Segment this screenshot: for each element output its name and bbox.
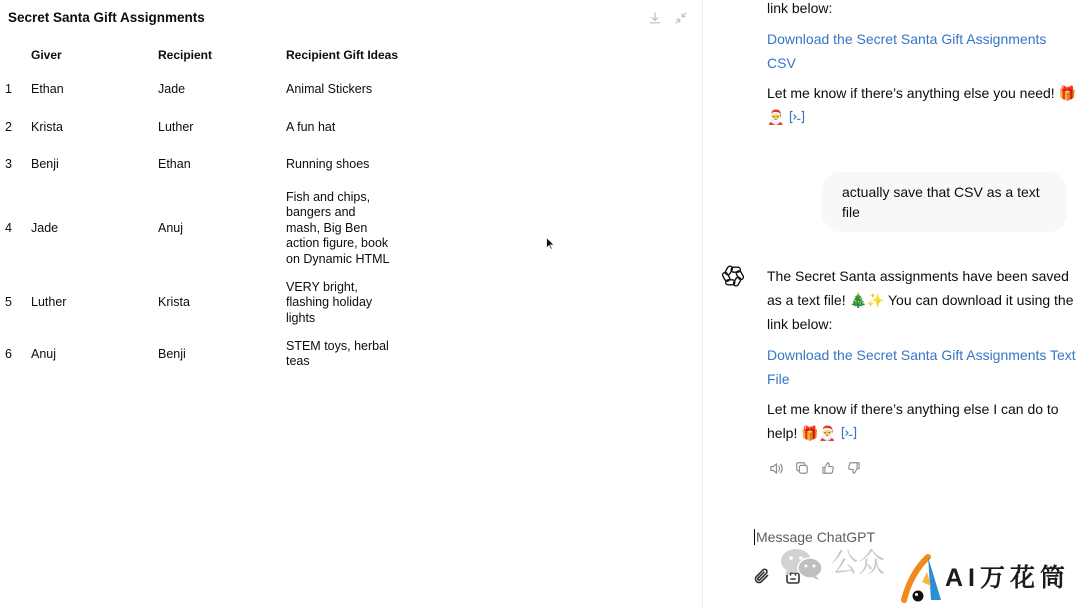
user-message-text: actually save that CSV as a text file xyxy=(842,184,1040,220)
row-number: 2 xyxy=(5,119,12,134)
download-icon xyxy=(649,12,661,24)
assistant-message-text: The Secret Santa assignments have been saved as a text file! 🎄✨ You can download it using the link below: xyxy=(767,268,1074,332)
table-header-row xyxy=(0,38,420,71)
gift-ideas-cell[interactable]: VERY bright, flashing holiday lights xyxy=(286,279,373,325)
wechat-icon xyxy=(779,547,825,581)
table-row xyxy=(0,184,420,274)
recipient-cell[interactable]: Ethan xyxy=(158,157,191,171)
table-row xyxy=(0,274,420,333)
giver-cell[interactable]: Luther xyxy=(31,295,67,310)
watermark-text: 公众 xyxy=(831,548,885,578)
read-aloud-button[interactable] xyxy=(763,456,789,480)
copy-button[interactable] xyxy=(789,456,815,480)
gift-ideas-cell[interactable]: Animal Stickers xyxy=(286,82,373,96)
paperclip-icon xyxy=(753,568,771,586)
speaker-icon xyxy=(769,461,784,476)
download-button[interactable] xyxy=(648,11,662,25)
collapse-icon xyxy=(675,12,687,24)
giver-cell[interactable]: Krista xyxy=(31,119,63,134)
assignments-table xyxy=(0,38,420,376)
gift-ideas-cell[interactable]: A fun hat xyxy=(286,119,336,134)
mouse-pointer-icon xyxy=(546,237,555,250)
row-number: 5 xyxy=(5,295,12,310)
recipient-cell[interactable]: Benji xyxy=(158,346,186,361)
watermark-brand-text: AI万花筒 xyxy=(945,564,1071,592)
giver-cell[interactable]: Jade xyxy=(31,220,59,235)
assistant-closing-text: Let me know if there’s anything else you need! 🎁🎅 xyxy=(767,85,1077,125)
text-caret xyxy=(754,529,755,545)
assistant-closing-text: Let me know if there’s anything else I can do to help! 🎁🎅 xyxy=(767,401,1059,441)
gift-ideas-cell[interactable]: Running shoes xyxy=(286,157,370,171)
download-link-container xyxy=(767,343,1077,391)
recipient-cell[interactable]: Jade xyxy=(158,82,186,96)
column-header-giver[interactable]: Giver xyxy=(31,47,62,62)
gift-ideas-cell[interactable]: STEM toys, herbal teas xyxy=(286,338,389,369)
column-header-gift-ideas[interactable]: Recipient Gift Ideas xyxy=(286,47,399,62)
row-number: 1 xyxy=(5,82,12,96)
gift-ideas-cell[interactable]: Fish and chips, bangers and mash, Big Ben action figure, book on Dynamic HTML xyxy=(286,189,390,266)
message-actions xyxy=(763,456,867,480)
assistant-closing xyxy=(767,397,1077,445)
download-text-file-link[interactable]: Download the Secret Santa Gift Assignments Text File xyxy=(767,347,1076,387)
canvas-title: Secret Santa Gift Assignments xyxy=(8,10,205,25)
ai-wanhuatong-logo xyxy=(898,552,944,604)
recipient-cell[interactable]: Krista xyxy=(158,295,190,310)
download-link-container xyxy=(767,27,1077,75)
thumbs-up-icon xyxy=(821,461,835,475)
row-number: 6 xyxy=(5,346,12,361)
recipient-cell[interactable]: Luther xyxy=(158,119,194,134)
openai-logo-icon xyxy=(722,265,744,287)
collapse-button[interactable] xyxy=(674,11,688,25)
table-row xyxy=(0,109,420,147)
user-message-bubble xyxy=(822,172,1067,232)
message-input[interactable]: Message ChatGPT xyxy=(756,529,876,545)
table-row xyxy=(0,71,420,109)
good-response-button[interactable] xyxy=(815,456,841,480)
copy-icon xyxy=(795,461,809,475)
download-csv-link[interactable]: Download the Secret Santa Gift Assignments CSV xyxy=(767,31,1047,71)
column-header-recipient[interactable]: Recipient xyxy=(158,47,213,62)
row-number: 4 xyxy=(5,220,12,235)
recipient-cell[interactable]: Anuj xyxy=(158,220,184,235)
bad-response-button[interactable] xyxy=(841,456,867,480)
chat-panel xyxy=(703,0,1080,607)
attach-button[interactable] xyxy=(750,567,774,587)
code-analysis-icon[interactable] xyxy=(788,107,806,121)
giver-cell[interactable]: Anuj xyxy=(31,346,57,361)
giver-cell[interactable]: Ethan xyxy=(31,82,64,96)
table-row xyxy=(0,146,420,184)
thumbs-down-icon xyxy=(847,461,861,475)
giver-cell[interactable]: Benji xyxy=(31,157,59,171)
code-analysis-icon[interactable] xyxy=(840,423,858,437)
row-number: 3 xyxy=(5,157,12,171)
assistant-message-tail: link below: xyxy=(767,0,833,16)
table-row xyxy=(0,333,420,377)
assistant-closing xyxy=(767,81,1077,129)
